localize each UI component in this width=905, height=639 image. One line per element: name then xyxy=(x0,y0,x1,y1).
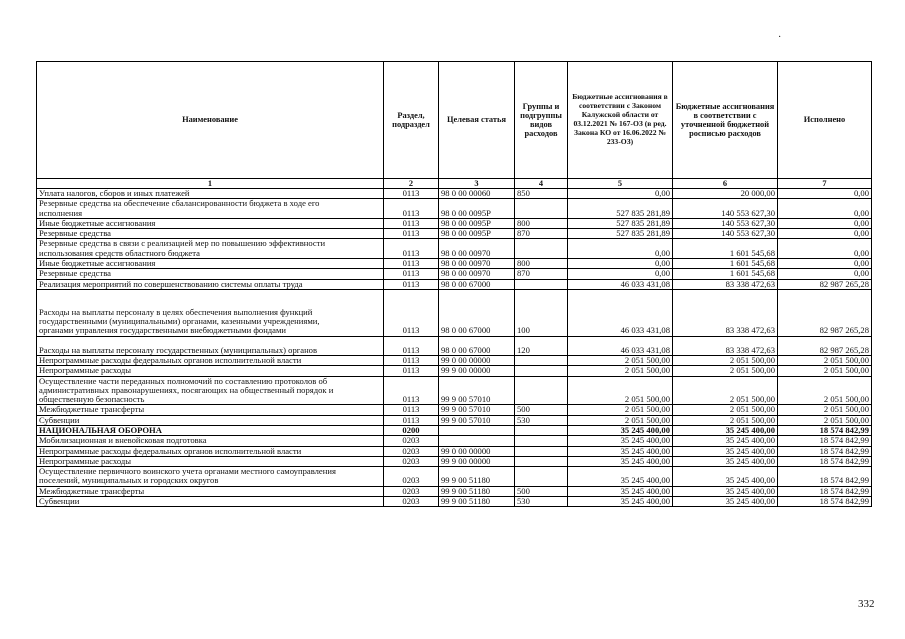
row-name: Мобилизационная и вневойсковая подготовка xyxy=(37,436,384,446)
row-name: Межбюджетные трансферты xyxy=(37,405,384,415)
row-section: 0113 xyxy=(384,218,439,228)
row-name: Резервные средства на обеспечение сбалансированности бюджета в ходе его исполнения xyxy=(37,199,384,219)
row-name: Иные бюджетные ассигнования xyxy=(37,218,384,228)
row-executed-amount: 18 574 842,99 xyxy=(778,425,872,435)
row-target xyxy=(439,436,515,446)
header-section: Раздел, подраздел xyxy=(384,62,439,179)
row-group: 850 xyxy=(515,189,568,199)
row-section: 0113 xyxy=(384,356,439,366)
table-row xyxy=(37,229,872,239)
row-section: 0113 xyxy=(384,229,439,239)
row-executed-amount: 2 051 500,00 xyxy=(778,415,872,425)
row-law-amount: 527 835 281,89 xyxy=(568,229,673,239)
row-plan-amount: 35 245 400,00 xyxy=(673,496,778,506)
row-target: 99 0 00 00000 xyxy=(439,356,515,366)
row-executed-amount: 18 574 842,99 xyxy=(778,486,872,496)
row-plan-amount: 35 245 400,00 xyxy=(673,467,778,487)
column-number: 2 xyxy=(384,179,439,189)
table-row xyxy=(37,376,872,405)
row-target: 99 9 00 57010 xyxy=(439,376,515,405)
row-group xyxy=(515,356,568,366)
row-executed-amount: 18 574 842,99 xyxy=(778,467,872,487)
column-number: 1 xyxy=(37,179,384,189)
column-number: 4 xyxy=(515,179,568,189)
row-plan-amount: 83 338 472,63 xyxy=(673,289,778,336)
row-target: 99 9 00 00000 xyxy=(439,366,515,376)
row-plan-amount: 140 553 627,30 xyxy=(673,199,778,219)
row-plan-amount: 83 338 472,63 xyxy=(673,279,778,289)
row-section: 0113 xyxy=(384,376,439,405)
budget-table xyxy=(36,61,872,507)
row-executed-amount: 18 574 842,99 xyxy=(778,496,872,506)
row-law-amount: 46 033 431,08 xyxy=(568,289,673,336)
header-law-appropriations: Бюджетные ассигнования в соответствии с Законом Калужской области от 03.12.2021 № 167-ОЗ (в ред. Закона КО от 16.06.2022 № 233-ОЗ) xyxy=(568,62,673,179)
row-plan-amount: 1 601 545,68 xyxy=(673,269,778,279)
row-executed-amount: 82 987 265,28 xyxy=(778,279,872,289)
table-row xyxy=(37,496,872,506)
row-name: Субвенции xyxy=(37,415,384,425)
row-group: 100 xyxy=(515,289,568,336)
row-name: Непрограммные расходы xyxy=(37,366,384,376)
row-group xyxy=(515,436,568,446)
row-plan-amount: 2 051 500,00 xyxy=(673,366,778,376)
row-name: Расходы на выплаты персоналу в целях обеспечения выполнения функций государственными (муниципальными) органами, казенными учреждениями, органами управления государственными внебюджетными фондами xyxy=(37,289,384,336)
row-executed-amount: 0,00 xyxy=(778,218,872,228)
row-law-amount: 2 051 500,00 xyxy=(568,376,673,405)
row-executed-amount: 18 574 842,99 xyxy=(778,436,872,446)
row-name: Осуществление первичного воинского учета органами местного самоуправления поселений, муниципальных и городских округов xyxy=(37,467,384,487)
row-law-amount: 35 245 400,00 xyxy=(568,436,673,446)
table-row xyxy=(37,336,872,355)
row-law-amount: 35 245 400,00 xyxy=(568,496,673,506)
header-executed: Исполнено xyxy=(778,62,872,179)
row-group xyxy=(515,467,568,487)
row-target xyxy=(439,425,515,435)
row-target: 98 0 00 0095Р xyxy=(439,199,515,219)
row-law-amount: 2 051 500,00 xyxy=(568,366,673,376)
table-row xyxy=(37,405,872,415)
row-law-amount: 2 051 500,00 xyxy=(568,356,673,366)
row-target: 99 9 00 57010 xyxy=(439,405,515,415)
page-mark: · xyxy=(778,32,782,43)
row-target: 99 9 00 00000 xyxy=(439,456,515,466)
row-group xyxy=(515,456,568,466)
row-target: 98 0 00 00970 xyxy=(439,269,515,279)
row-name: Резервные средства в связи с реализацией мер по повышению эффективности использования средств областного бюджета xyxy=(37,239,384,259)
table-row xyxy=(37,425,872,435)
row-law-amount: 46 033 431,08 xyxy=(568,336,673,355)
row-target: 99 0 00 00000 xyxy=(439,446,515,456)
row-law-amount: 0,00 xyxy=(568,259,673,269)
row-group: 800 xyxy=(515,218,568,228)
row-group xyxy=(515,376,568,405)
row-group xyxy=(515,239,568,259)
row-law-amount: 527 835 281,89 xyxy=(568,218,673,228)
row-group: 870 xyxy=(515,269,568,279)
row-group: 800 xyxy=(515,259,568,269)
row-plan-amount: 35 245 400,00 xyxy=(673,486,778,496)
table-row xyxy=(37,289,872,336)
row-plan-amount: 35 245 400,00 xyxy=(673,446,778,456)
row-name: Уплата налогов, сборов и иных платежей xyxy=(37,189,384,199)
row-name: НАЦИОНАЛЬНАЯ ОБОРОНА xyxy=(37,425,384,435)
row-law-amount: 0,00 xyxy=(568,189,673,199)
row-name: Непрограммные расходы федеральных органов исполнительной власти xyxy=(37,356,384,366)
row-executed-amount: 0,00 xyxy=(778,229,872,239)
row-name: Резервные средства xyxy=(37,269,384,279)
table-row xyxy=(37,436,872,446)
row-law-amount: 0,00 xyxy=(568,269,673,279)
row-executed-amount: 0,00 xyxy=(778,239,872,259)
row-group xyxy=(515,446,568,456)
row-executed-amount: 18 574 842,99 xyxy=(778,446,872,456)
row-law-amount: 2 051 500,00 xyxy=(568,415,673,425)
row-section: 0203 xyxy=(384,496,439,506)
page-number: 332 xyxy=(858,598,875,610)
row-target: 99 9 00 51180 xyxy=(439,496,515,506)
row-section: 0200 xyxy=(384,425,439,435)
row-executed-amount: 18 574 842,99 xyxy=(778,456,872,466)
column-numbers-row xyxy=(37,179,872,189)
row-executed-amount: 2 051 500,00 xyxy=(778,376,872,405)
row-target: 98 0 00 67000 xyxy=(439,279,515,289)
row-group: 530 xyxy=(515,496,568,506)
table-row xyxy=(37,239,872,259)
row-section: 0113 xyxy=(384,336,439,355)
header-plan-appropriations: Бюджетные ассигнования в соответствии с уточненной бюджетной росписью расходов xyxy=(673,62,778,179)
row-target: 99 9 00 51180 xyxy=(439,467,515,487)
row-section: 0203 xyxy=(384,456,439,466)
row-executed-amount: 0,00 xyxy=(778,259,872,269)
table-row xyxy=(37,366,872,376)
row-name: Непрограммные расходы федеральных органов исполнительной власти xyxy=(37,446,384,456)
row-target: 98 0 00 67000 xyxy=(439,289,515,336)
row-plan-amount: 35 245 400,00 xyxy=(673,425,778,435)
table-row xyxy=(37,356,872,366)
row-plan-amount: 140 553 627,30 xyxy=(673,229,778,239)
row-executed-amount: 0,00 xyxy=(778,189,872,199)
row-plan-amount: 2 051 500,00 xyxy=(673,415,778,425)
column-number: 5 xyxy=(568,179,673,189)
table-row xyxy=(37,467,872,487)
row-section: 0203 xyxy=(384,446,439,456)
row-executed-amount: 82 987 265,28 xyxy=(778,336,872,355)
row-target: 98 0 00 0095Р xyxy=(439,229,515,239)
row-section: 0203 xyxy=(384,467,439,487)
row-section: 0113 xyxy=(384,366,439,376)
row-plan-amount: 2 051 500,00 xyxy=(673,356,778,366)
row-executed-amount: 0,00 xyxy=(778,269,872,279)
header-row xyxy=(37,62,872,179)
row-name: Резервные средства xyxy=(37,229,384,239)
row-section: 0113 xyxy=(384,415,439,425)
row-section: 0113 xyxy=(384,289,439,336)
row-group: 500 xyxy=(515,486,568,496)
row-target: 98 0 00 00060 xyxy=(439,189,515,199)
row-law-amount: 35 245 400,00 xyxy=(568,446,673,456)
row-plan-amount: 2 051 500,00 xyxy=(673,376,778,405)
row-plan-amount: 1 601 545,68 xyxy=(673,239,778,259)
row-target: 98 0 00 67000 xyxy=(439,336,515,355)
row-section: 0113 xyxy=(384,199,439,219)
row-group xyxy=(515,199,568,219)
row-plan-amount: 35 245 400,00 xyxy=(673,436,778,446)
row-target: 98 0 00 00970 xyxy=(439,239,515,259)
header-target: Целевая статья xyxy=(439,62,515,179)
table-row xyxy=(37,189,872,199)
row-law-amount: 35 245 400,00 xyxy=(568,425,673,435)
row-target: 99 9 00 51180 xyxy=(439,486,515,496)
row-group: 530 xyxy=(515,415,568,425)
table-row xyxy=(37,279,872,289)
row-law-amount: 0,00 xyxy=(568,239,673,259)
row-law-amount: 35 245 400,00 xyxy=(568,467,673,487)
row-section: 0113 xyxy=(384,189,439,199)
table-row xyxy=(37,415,872,425)
row-executed-amount: 2 051 500,00 xyxy=(778,366,872,376)
table-row xyxy=(37,269,872,279)
row-section: 0113 xyxy=(384,239,439,259)
row-law-amount: 46 033 431,08 xyxy=(568,279,673,289)
row-plan-amount: 35 245 400,00 xyxy=(673,456,778,466)
header-group: Группы и подгруппы видов расходов xyxy=(515,62,568,179)
table-row xyxy=(37,456,872,466)
row-group xyxy=(515,279,568,289)
row-name: Межбюджетные трансферты xyxy=(37,486,384,496)
table-row xyxy=(37,446,872,456)
row-name: Осуществление части переданных полномочий по составлению протоколов об административных правонарушениях, посягающих на общественный порядок и общественную безопасность xyxy=(37,376,384,405)
row-plan-amount: 20 000,00 xyxy=(673,189,778,199)
column-number: 6 xyxy=(673,179,778,189)
row-name: Реализация мероприятий по совершенствованию системы оплаты труда xyxy=(37,279,384,289)
row-executed-amount: 2 051 500,00 xyxy=(778,356,872,366)
row-plan-amount: 2 051 500,00 xyxy=(673,405,778,415)
row-plan-amount: 83 338 472,63 xyxy=(673,336,778,355)
row-group xyxy=(515,366,568,376)
row-target: 99 9 00 57010 xyxy=(439,415,515,425)
row-plan-amount: 1 601 545,68 xyxy=(673,259,778,269)
table-row xyxy=(37,259,872,269)
row-section: 0113 xyxy=(384,405,439,415)
row-law-amount: 35 245 400,00 xyxy=(568,486,673,496)
row-target: 98 0 00 00970 xyxy=(439,259,515,269)
row-plan-amount: 140 553 627,30 xyxy=(673,218,778,228)
row-name: Непрограммные расходы xyxy=(37,456,384,466)
row-section: 0113 xyxy=(384,269,439,279)
row-group: 870 xyxy=(515,229,568,239)
row-target: 98 0 00 0095Р xyxy=(439,218,515,228)
row-section: 0203 xyxy=(384,436,439,446)
table-row xyxy=(37,218,872,228)
row-section: 0203 xyxy=(384,486,439,496)
row-executed-amount: 0,00 xyxy=(778,199,872,219)
row-name: Иные бюджетные ассигнования xyxy=(37,259,384,269)
header-name: Наименование xyxy=(37,62,384,179)
row-section: 0113 xyxy=(384,259,439,269)
column-number: 3 xyxy=(439,179,515,189)
table-row xyxy=(37,486,872,496)
row-group: 120 xyxy=(515,336,568,355)
column-number: 7 xyxy=(778,179,872,189)
row-group xyxy=(515,425,568,435)
row-law-amount: 2 051 500,00 xyxy=(568,405,673,415)
row-group: 500 xyxy=(515,405,568,415)
row-section: 0113 xyxy=(384,279,439,289)
row-name: Расходы на выплаты персоналу государственных (муниципальных) органов xyxy=(37,336,384,355)
row-executed-amount: 2 051 500,00 xyxy=(778,405,872,415)
row-law-amount: 527 835 281,89 xyxy=(568,199,673,219)
row-name: Субвенции xyxy=(37,496,384,506)
row-law-amount: 35 245 400,00 xyxy=(568,456,673,466)
row-executed-amount: 82 987 265,28 xyxy=(778,289,872,336)
table-row xyxy=(37,199,872,219)
